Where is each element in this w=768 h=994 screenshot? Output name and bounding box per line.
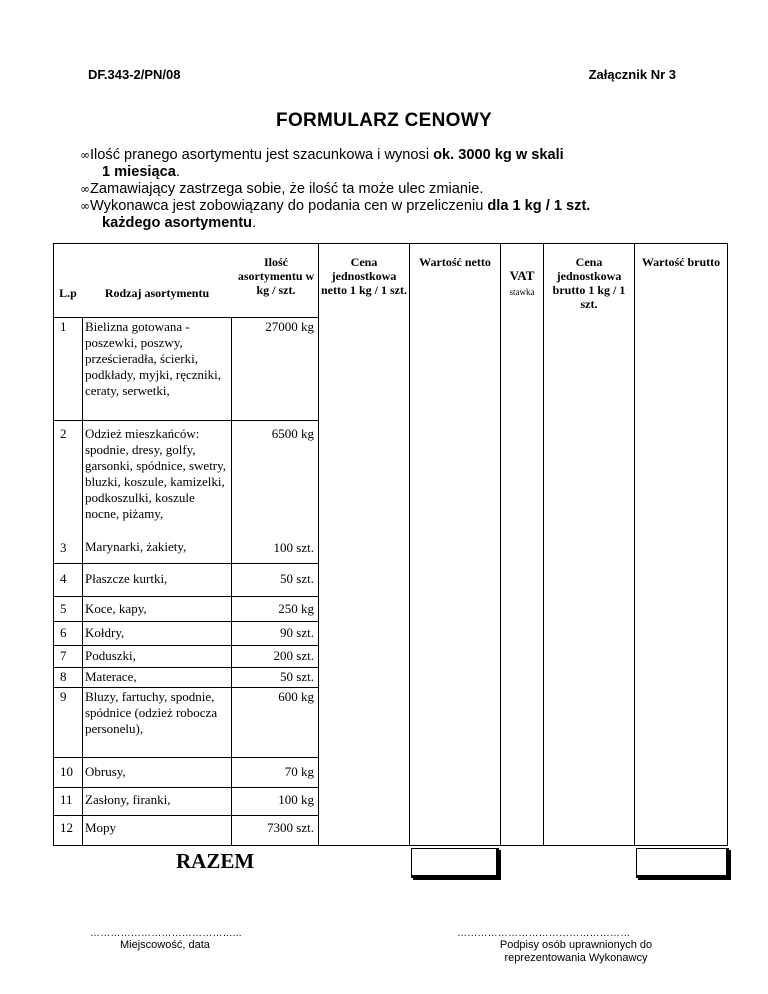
row-name: Kołdry,	[85, 625, 125, 640]
row-qty: 200 szt.	[273, 648, 314, 663]
table-col-divider	[409, 243, 410, 845]
row-number: 1	[60, 319, 67, 334]
table-row-divider	[53, 667, 319, 668]
row-number: 10	[60, 764, 73, 779]
row-qty: 100 szt.	[273, 540, 314, 555]
row-qty: 250 kg	[278, 601, 314, 616]
note-text: Ilość pranego asortymentu jest szacunkowa i wynosi	[90, 147, 434, 163]
row-name: Poduszki,	[85, 648, 136, 663]
header-value-gross: Wartość brutto	[641, 255, 721, 269]
table-col-divider	[634, 243, 635, 845]
note-text: Wykonawca jest zobowiązany do podania cen w przeliczeniu	[90, 198, 488, 214]
table-border-left	[53, 243, 54, 845]
header-unit-gross: Cena jednostkowa brutto 1 kg / 1 szt.	[552, 255, 626, 311]
row-name: Koce, kapy,	[85, 601, 147, 616]
row-number: 9	[60, 689, 67, 704]
row-number: 7	[60, 648, 67, 663]
table-row-divider	[53, 787, 319, 788]
row-qty: 7300 szt.	[267, 820, 314, 835]
row-qty: 90 szt.	[280, 625, 314, 640]
annex-label: Załącznik Nr 3	[588, 67, 676, 82]
header-vat: VAT	[509, 268, 535, 283]
row-name: Materace,	[85, 669, 137, 684]
table-row-divider	[53, 687, 319, 688]
row-name: Bluzy, fartuchy, spodnie, spódnice (odzież robocza personelu),	[85, 689, 218, 736]
table-row-divider	[53, 596, 319, 597]
note-tail: .	[252, 215, 257, 231]
header-vat-rate: stawka	[509, 287, 535, 297]
bullet-icon: ∞	[80, 182, 90, 196]
bullet-icon: ∞	[80, 148, 90, 162]
document-reference: DF.343-2/PN/08	[88, 67, 181, 82]
total-label: RAZEM	[176, 849, 255, 873]
table-row-divider	[53, 317, 319, 318]
table-border-top	[53, 243, 728, 244]
table-col-divider	[82, 317, 83, 845]
header-name: Rodzaj asortymentu	[104, 286, 210, 300]
row-name: Obrusy,	[85, 764, 126, 779]
row-number: 8	[60, 669, 67, 684]
row-number: 6	[60, 625, 67, 640]
table-border-right	[727, 243, 728, 845]
page-title: FORMULARZ CENOWY	[276, 110, 492, 131]
note-bold: dla 1 kg / 1 szt.	[487, 198, 591, 214]
note-bold-continued: każdego asortymentu	[102, 215, 253, 231]
row-qty: 70 kg	[284, 764, 314, 779]
header-unit-net: Cena jednostkowa netto 1 kg / 1 szt.	[321, 255, 407, 297]
row-number: 5	[60, 601, 67, 616]
note-bold-continued: 1 miesiąca	[102, 164, 176, 180]
row-name: Płaszcze kurtki,	[85, 571, 168, 586]
table-row-divider	[53, 815, 319, 816]
note-item	[80, 147, 678, 181]
table-row-divider	[53, 621, 319, 622]
table-col-divider	[500, 243, 501, 845]
row-number: 4	[60, 571, 67, 586]
row-number: 3	[60, 540, 67, 555]
row-name: Marynarki, żakiety,	[85, 539, 187, 554]
header-lp: L.p	[59, 286, 77, 300]
table-col-divider	[543, 243, 544, 845]
table-row-divider	[53, 420, 319, 421]
table-row-divider	[53, 563, 319, 564]
row-number: 12	[60, 820, 73, 835]
row-number: 2	[60, 426, 67, 441]
row-number: 11	[60, 792, 73, 807]
header-value-net: Wartość netto	[419, 255, 491, 269]
row-qty: 600 kg	[278, 689, 314, 704]
header-qty: Ilość asortymentu w kg / szt.	[237, 255, 315, 297]
row-name: Odzież mieszkańców: spodnie, dresy, golfy, garsonki, spódnice, swetry, bluzki, koszule, kamizelki, podkoszulki, koszule nocne, piżamy,	[85, 426, 227, 521]
note-text: Zamawiający zastrzega sobie, że ilość ta może ulec zmianie.	[90, 181, 484, 197]
note-item	[80, 198, 678, 232]
note-bold: ok. 3000 kg w skali	[433, 147, 564, 163]
table-row-divider	[53, 757, 319, 758]
table-col-divider	[318, 243, 319, 845]
row-qty: 50 szt.	[280, 571, 314, 586]
note-tail: .	[175, 164, 180, 180]
signature-line: ……………………………………………	[457, 928, 631, 939]
place-date-line: ……………………………………...	[90, 928, 242, 939]
total-net-field[interactable]	[411, 848, 499, 878]
table-border-bottom	[53, 845, 728, 846]
signature-label: Podpisy osób uprawnionych do reprezentowania Wykonawcy	[499, 939, 653, 964]
notes-list	[80, 147, 678, 232]
table-row-divider	[53, 645, 319, 646]
row-qty: 6500 kg	[271, 426, 314, 441]
row-qty: 50 szt.	[280, 669, 314, 684]
row-name: Mopy	[85, 820, 117, 835]
row-name: Zasłony, firanki,	[85, 792, 171, 807]
row-qty: 27000 kg	[265, 319, 314, 334]
row-qty: 100 kg	[278, 792, 314, 807]
note-item	[80, 181, 678, 198]
place-date-label: Miejscowość, data	[120, 939, 210, 951]
bullet-icon: ∞	[80, 199, 90, 213]
total-gross-field[interactable]	[636, 848, 729, 878]
row-name: Bielizna gotowana - poszewki, poszwy, prześcieradła, ścierki, podkłady, myjki, ręczniki, ceraty, serwetki,	[85, 319, 221, 398]
